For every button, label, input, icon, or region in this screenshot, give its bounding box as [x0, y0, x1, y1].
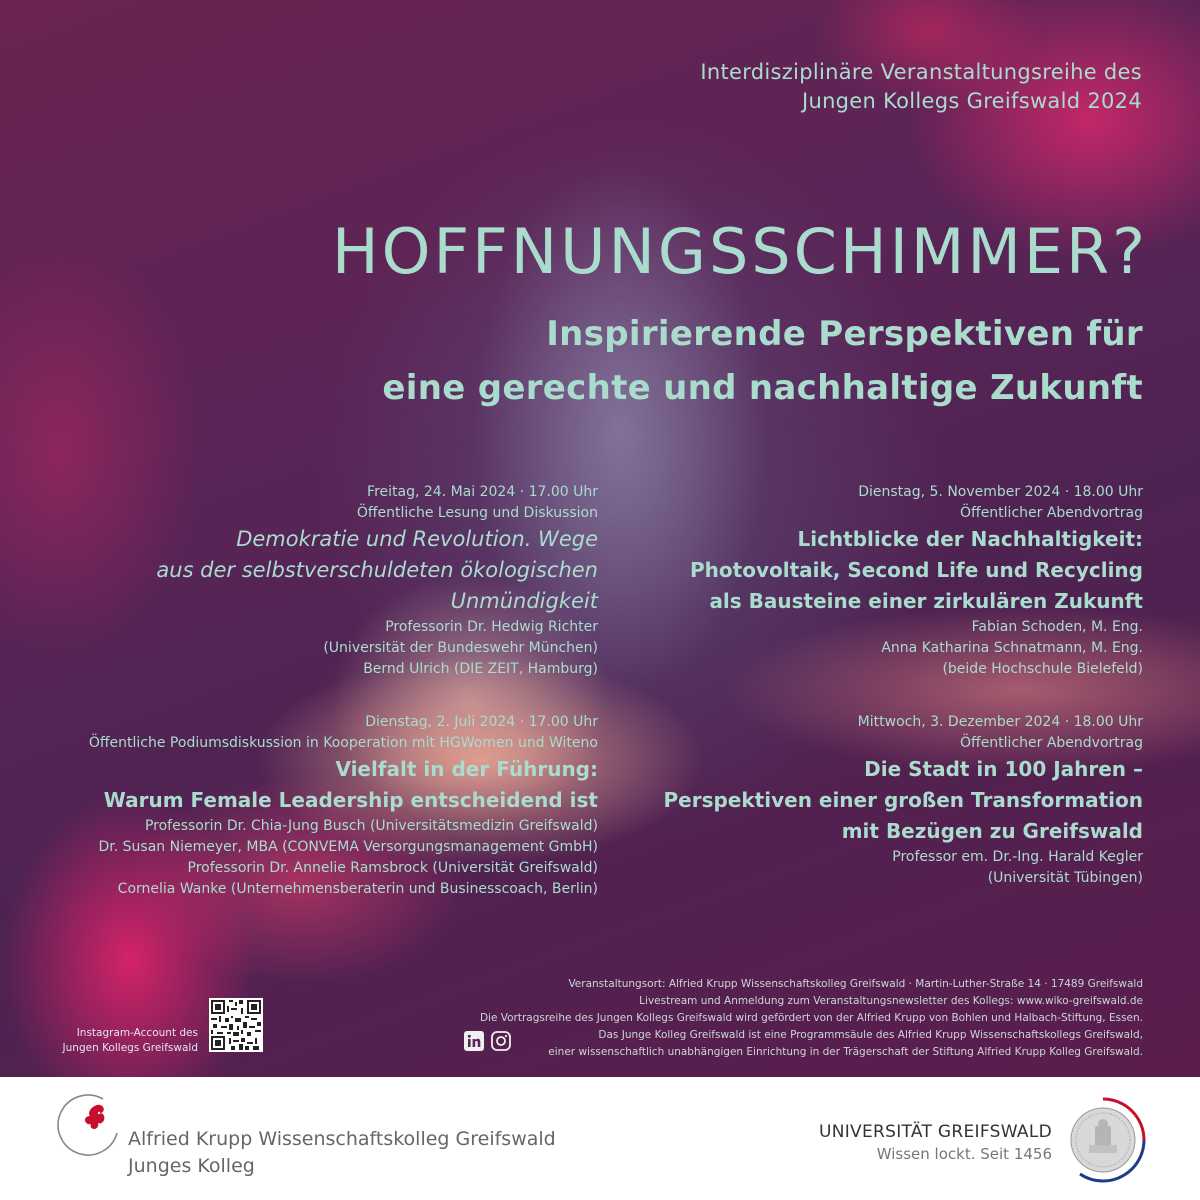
subtitle-line-2: eine gerechte und nachhaltige Zukunft — [382, 368, 1143, 408]
page-title: HOFFNUNGSSCHIMMER? — [332, 215, 1148, 288]
event-may — [156, 482, 598, 680]
event-title-line: aus der selbstverschuldeten ökologischen — [156, 558, 598, 582]
event-speaker: Professorin Dr. Annelie Ramsbrock (Universität Greifswald) — [187, 860, 598, 876]
event-speaker: Bernd Ulrich (DIE ZEIT, Hamburg) — [363, 661, 598, 677]
event-title-line: Perspektiven einer großen Transformation — [663, 788, 1143, 812]
venue-line: Veranstaltungsort: Alfried Krupp Wissenschaftskolleg Greifswald · Martin-Luther-Straße 14 · 17489 Greifswald — [568, 978, 1143, 990]
event-july — [89, 712, 598, 900]
series-line-2: Jungen Kollegs Greifswald 2024 — [801, 89, 1142, 113]
kolleg-subtitle: Junges Kolleg — [128, 1155, 255, 1177]
event-november — [690, 482, 1143, 680]
qr-code[interactable] — [209, 998, 263, 1052]
venue-info — [480, 976, 1143, 1061]
event-speaker: Anna Katharina Schnatmann, M. Eng. — [881, 640, 1143, 656]
institution-line: einer wissenschaftlich unabhängigen Einrichtung in der Trägerschaft der Stiftung Alfried Krupp Kolleg Greifswald. — [548, 1046, 1143, 1058]
event-title-line: Warum Female Leadership entscheidend ist — [103, 788, 598, 812]
event-december — [664, 712, 1144, 889]
event-title-line: mit Bezügen zu Greifswald — [841, 819, 1143, 843]
instagram-label-line-2: Jungen Kollegs Greifswald — [62, 1042, 198, 1054]
linkedin-icon[interactable] — [464, 1031, 484, 1051]
event-speaker: (Universität Tübingen) — [987, 870, 1143, 886]
instagram-icon[interactable] — [491, 1031, 511, 1051]
event-speaker: Fabian Schoden, M. Eng. — [971, 619, 1143, 635]
kolleg-name: Alfried Krupp Wissenschaftskolleg Greifswald — [128, 1128, 556, 1150]
event-speaker: Dr. Susan Niemeyer, MBA (CONVEMA Versorgungsmanagement GmbH) — [98, 839, 598, 855]
event-speaker: Professorin Dr. Chia-Jung Busch (Universitätsmedizin Greifswald) — [144, 818, 598, 834]
instagram-label — [30, 1026, 198, 1056]
instagram-label-line-1: Instagram-Account des — [76, 1027, 198, 1039]
university-slogan: Wissen lockt. Seit 1456 — [876, 1145, 1052, 1163]
event-title-line: Lichtblicke der Nachhaltigkeit: — [797, 527, 1143, 551]
program-line: Das Junge Kolleg Greifswald ist eine Programmsäule des Alfried Krupp Wissenschaftskollegs Greifswald, — [598, 1029, 1143, 1041]
event-title-line: Vielfalt in der Führung: — [335, 757, 598, 781]
event-date: Mittwoch, 3. Dezember 2024 · 18.00 Uhr — [857, 714, 1143, 730]
event-title-line: Photovoltaik, Second Life und Recycling — [690, 558, 1143, 582]
event-speaker: (beide Hochschule Bielefeld) — [942, 661, 1143, 677]
event-format: Öffentlicher Abendvortrag — [960, 505, 1143, 521]
university-name: UNIVERSITÄT GREIFSWALD — [818, 1122, 1052, 1142]
university-seal-icon — [1058, 1095, 1148, 1185]
subtitle-line-1: Inspirierende Perspektiven für — [546, 314, 1143, 354]
griffin-logo — [55, 1093, 125, 1163]
event-title-line: Die Stadt in 100 Jahren – — [864, 757, 1143, 781]
event-format: Öffentlicher Abendvortrag — [960, 735, 1143, 751]
event-date: Dienstag, 5. November 2024 · 18.00 Uhr — [858, 484, 1143, 500]
funding-line: Die Vortragsreihe des Jungen Kollegs Greifswald wird gefördert von der Alfried Krupp von Bohlen und Halbach-Stiftung, Essen. — [479, 1012, 1143, 1024]
event-date: Freitag, 24. Mai 2024 · 17.00 Uhr — [367, 484, 598, 500]
event-speaker: Professor em. Dr.-Ing. Harald Kegler — [892, 849, 1143, 865]
event-format: Öffentliche Lesung und Diskussion — [356, 505, 598, 521]
event-speaker: Cornelia Wanke (Unternehmensberaterin und Businesscoach, Berlin) — [117, 881, 598, 897]
event-speaker: (Universität der Bundeswehr München) — [323, 640, 598, 656]
event-title-line: Demokratie und Revolution. Wege — [236, 527, 598, 551]
event-title-line: Unmündigkeit — [450, 589, 598, 613]
series-line-1: Interdisziplinäre Veranstaltungsreihe des — [700, 60, 1142, 84]
livestream-line[interactable]: Livestream und Anmeldung zum Veranstaltungsnewsletter des Kollegs: www.wiko-greifswald.de — [639, 995, 1143, 1007]
event-format: Öffentliche Podiumsdiskussion in Kooperation mit HGWomen und Witeno — [88, 735, 598, 751]
event-date: Dienstag, 2. Juli 2024 · 17.00 Uhr — [365, 714, 598, 730]
event-speaker: Professorin Dr. Hedwig Richter — [385, 619, 598, 635]
event-title-line: als Bausteine einer zirkulären Zukunft — [709, 589, 1143, 613]
